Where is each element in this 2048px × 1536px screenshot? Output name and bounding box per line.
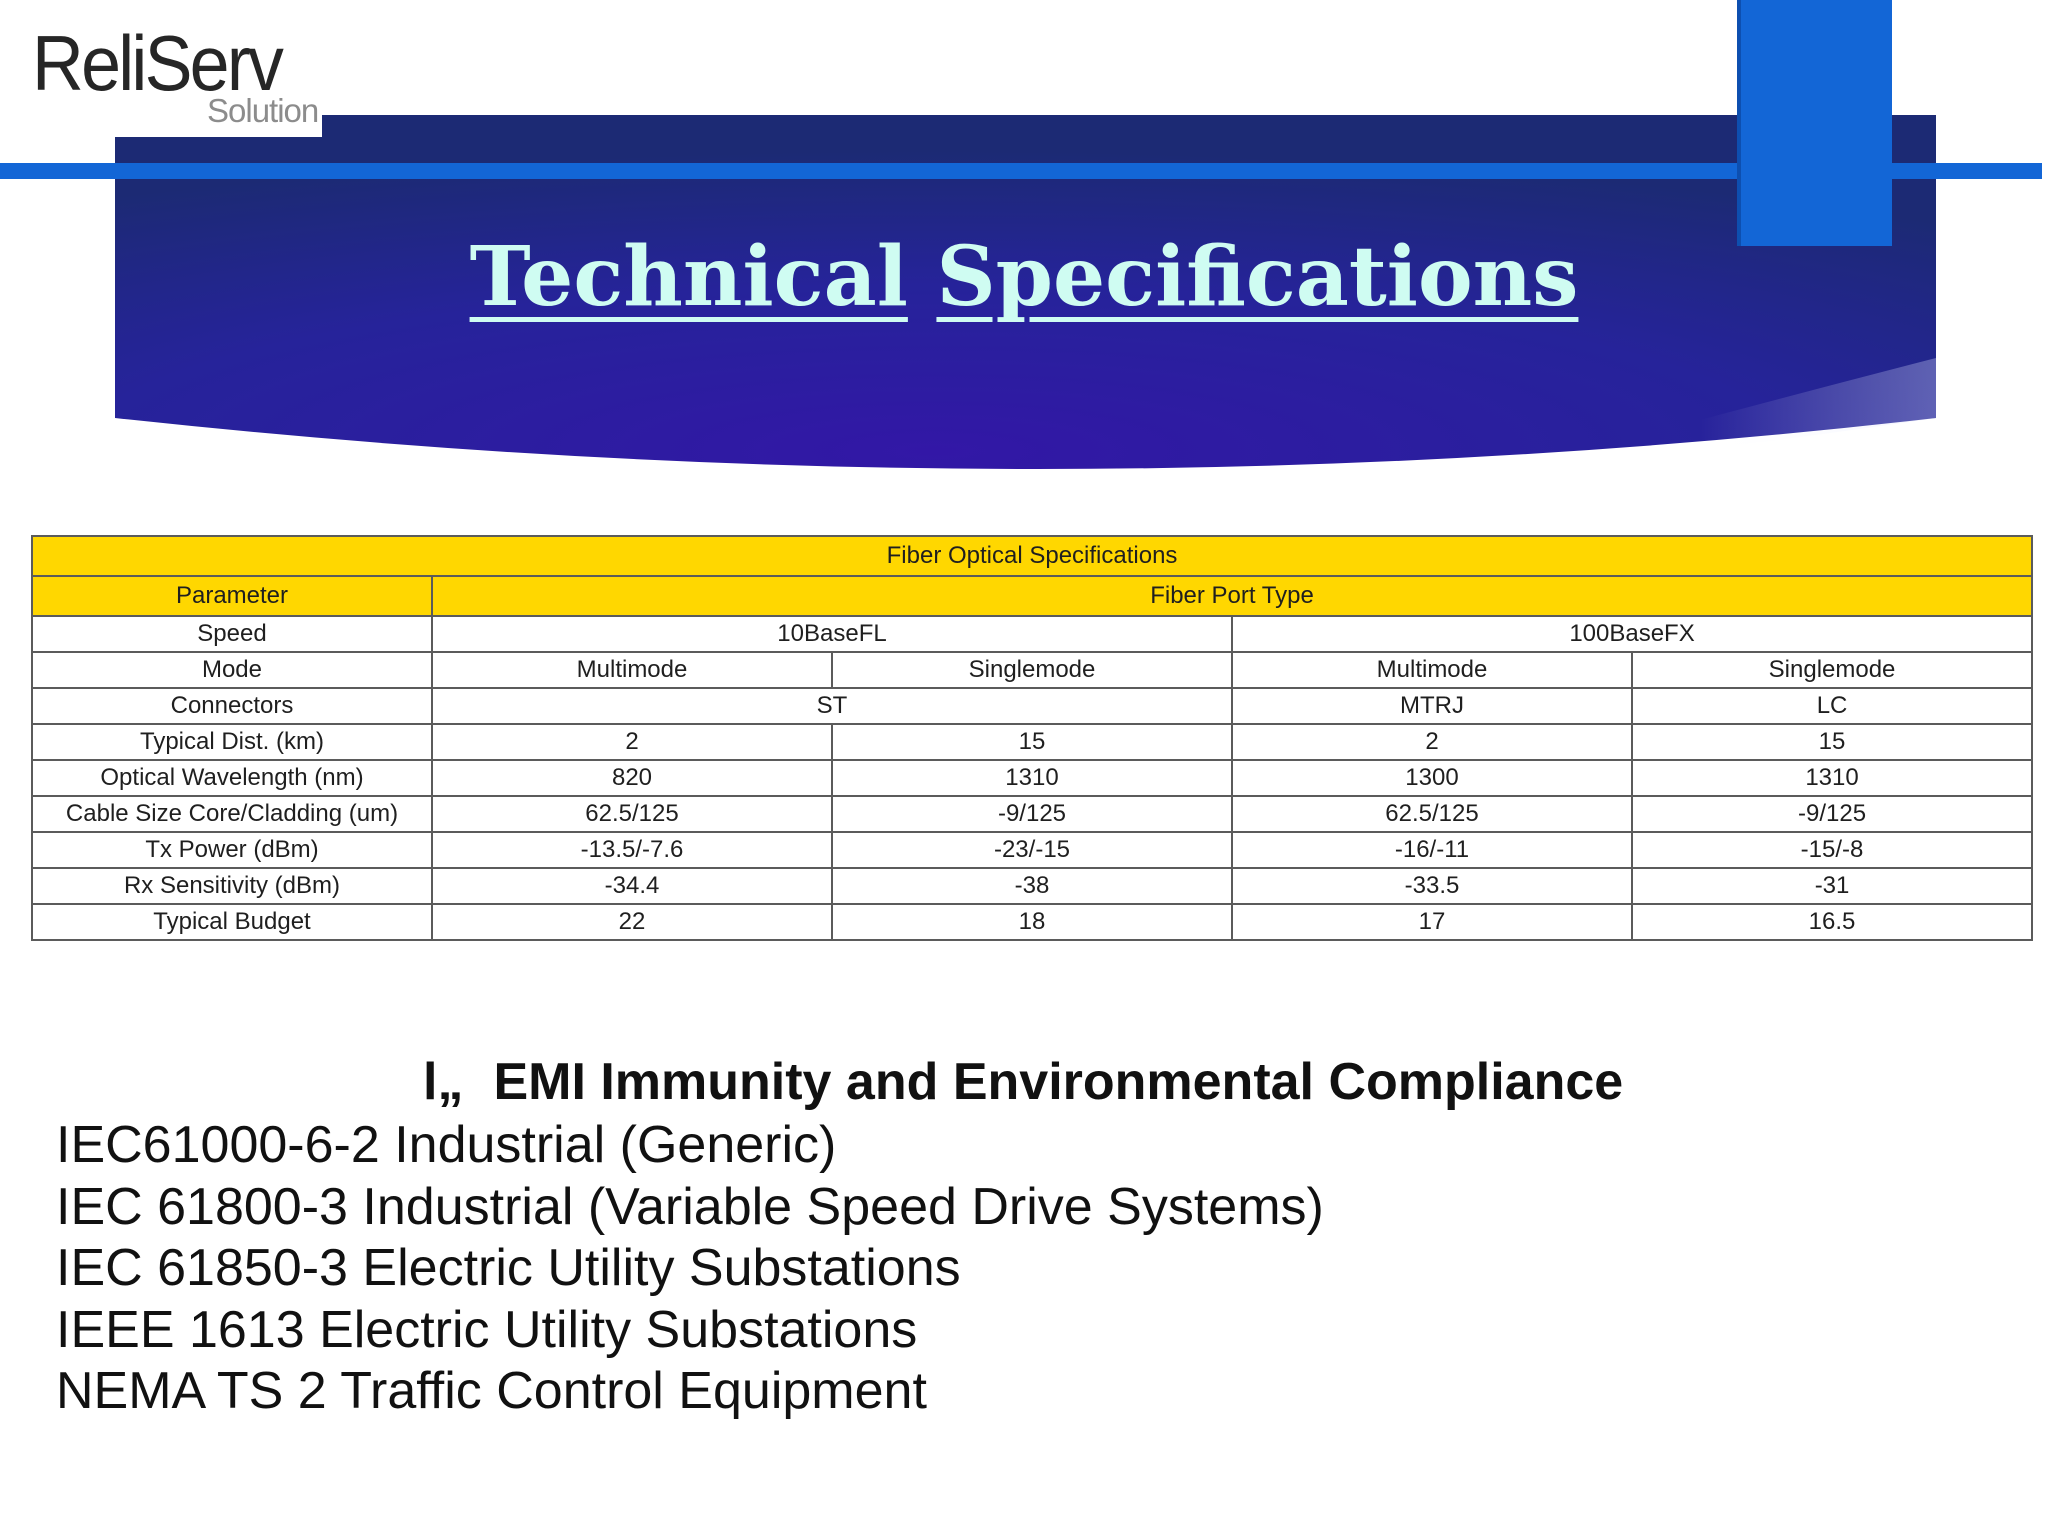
table-cell: 17 [1232,904,1632,940]
table-cell: -16/-11 [1232,832,1632,868]
list-item: IEC 61850-3 Electric Utility Substations [56,1239,961,1297]
table-cell: 16.5 [1632,904,2032,940]
title-word-specifications: Specifications [936,229,1579,325]
table-cell: -9/125 [1632,796,2032,832]
header-parameter: Parameter [32,576,432,616]
table-cell: 100BaseFX [1232,616,2032,652]
compliance-heading [423,1054,1623,1111]
table-cell: -31 [1632,868,2032,904]
header-fiber-port-type: Fiber Port Type [432,576,2032,616]
title-word-technical: Technical [469,229,908,325]
table-row [32,724,2032,760]
table-cell: ST [432,688,1232,724]
table-cell: 15 [832,724,1232,760]
table-cell: 1310 [832,760,1232,796]
logo-subtitle: Solution [207,92,319,129]
company-logo [0,0,322,137]
table-row [32,760,2032,796]
row-label: Connectors [32,688,432,724]
table-row [32,688,2032,724]
row-label: Tx Power (dBm) [32,832,432,868]
compliance-heading-text: EMI Immunity and Environmental Compliance [493,1053,1624,1111]
table-row [32,904,2032,940]
row-label: Typical Budget [32,904,432,940]
table-row [32,832,2032,868]
logo-wordmark: ReliServ [32,19,282,107]
table-cell: -13.5/-7.6 [432,832,832,868]
row-label: Rx Sensitivity (dBm) [32,868,432,904]
table-title-row [32,536,2032,576]
table-cell: 820 [432,760,832,796]
table-cell: 18 [832,904,1232,940]
table-cell: -38 [832,868,1232,904]
table-row [32,616,2032,652]
row-label: Cable Size Core/Cladding (um) [32,796,432,832]
table-cell: 1310 [1632,760,2032,796]
table-cell: 2 [1232,724,1632,760]
table-row [32,796,2032,832]
table-cell: Singlemode [1632,652,2032,688]
table-cell: Singlemode [832,652,1232,688]
table-cell: -23/-15 [832,832,1232,868]
table-cell: Multimode [432,652,832,688]
table-row [32,868,2032,904]
table-row [32,652,2032,688]
table-cell: 22 [432,904,832,940]
list-item: IEEE 1613 Electric Utility Substations [56,1300,918,1359]
table-cell: -33.5 [1232,868,1632,904]
table-cell: -34.4 [432,868,832,904]
bullet-marker: l„ [423,1053,464,1111]
list-item: IEC61000-6-2 Industrial (Generic) [56,1116,837,1174]
row-label: Optical Wavelength (nm) [32,760,432,796]
list-item: IEC 61800-3 Industrial (Variable Speed Drive Systems) [56,1177,1324,1236]
table-cell: -15/-8 [1632,832,2032,868]
table-title: Fiber Optical Specifications [32,536,2032,576]
table-cell: LC [1632,688,2032,724]
slide-title [0,229,2048,325]
list-item: NEMA TS 2 Traffic Control Equipment [56,1362,927,1420]
vertical-bar [1737,0,1892,246]
table-cell: 62.5/125 [432,796,832,832]
compliance-list [56,1115,1324,1423]
table-cell: Multimode [1232,652,1632,688]
table-cell: 10BaseFL [432,616,1232,652]
vertical-bar-edge [1737,0,1741,246]
table-cell: 62.5/125 [1232,796,1632,832]
horizontal-stripe [0,163,2042,179]
fiber-spec-table [31,535,2033,941]
table-cell: 2 [432,724,832,760]
row-label: Mode [32,652,432,688]
table-cell: MTRJ [1232,688,1632,724]
table-header-row [32,576,2032,616]
table-cell: -9/125 [832,796,1232,832]
row-label: Typical Dist. (km) [32,724,432,760]
row-label: Speed [32,616,432,652]
table-cell: 1300 [1232,760,1632,796]
table-cell: 15 [1632,724,2032,760]
